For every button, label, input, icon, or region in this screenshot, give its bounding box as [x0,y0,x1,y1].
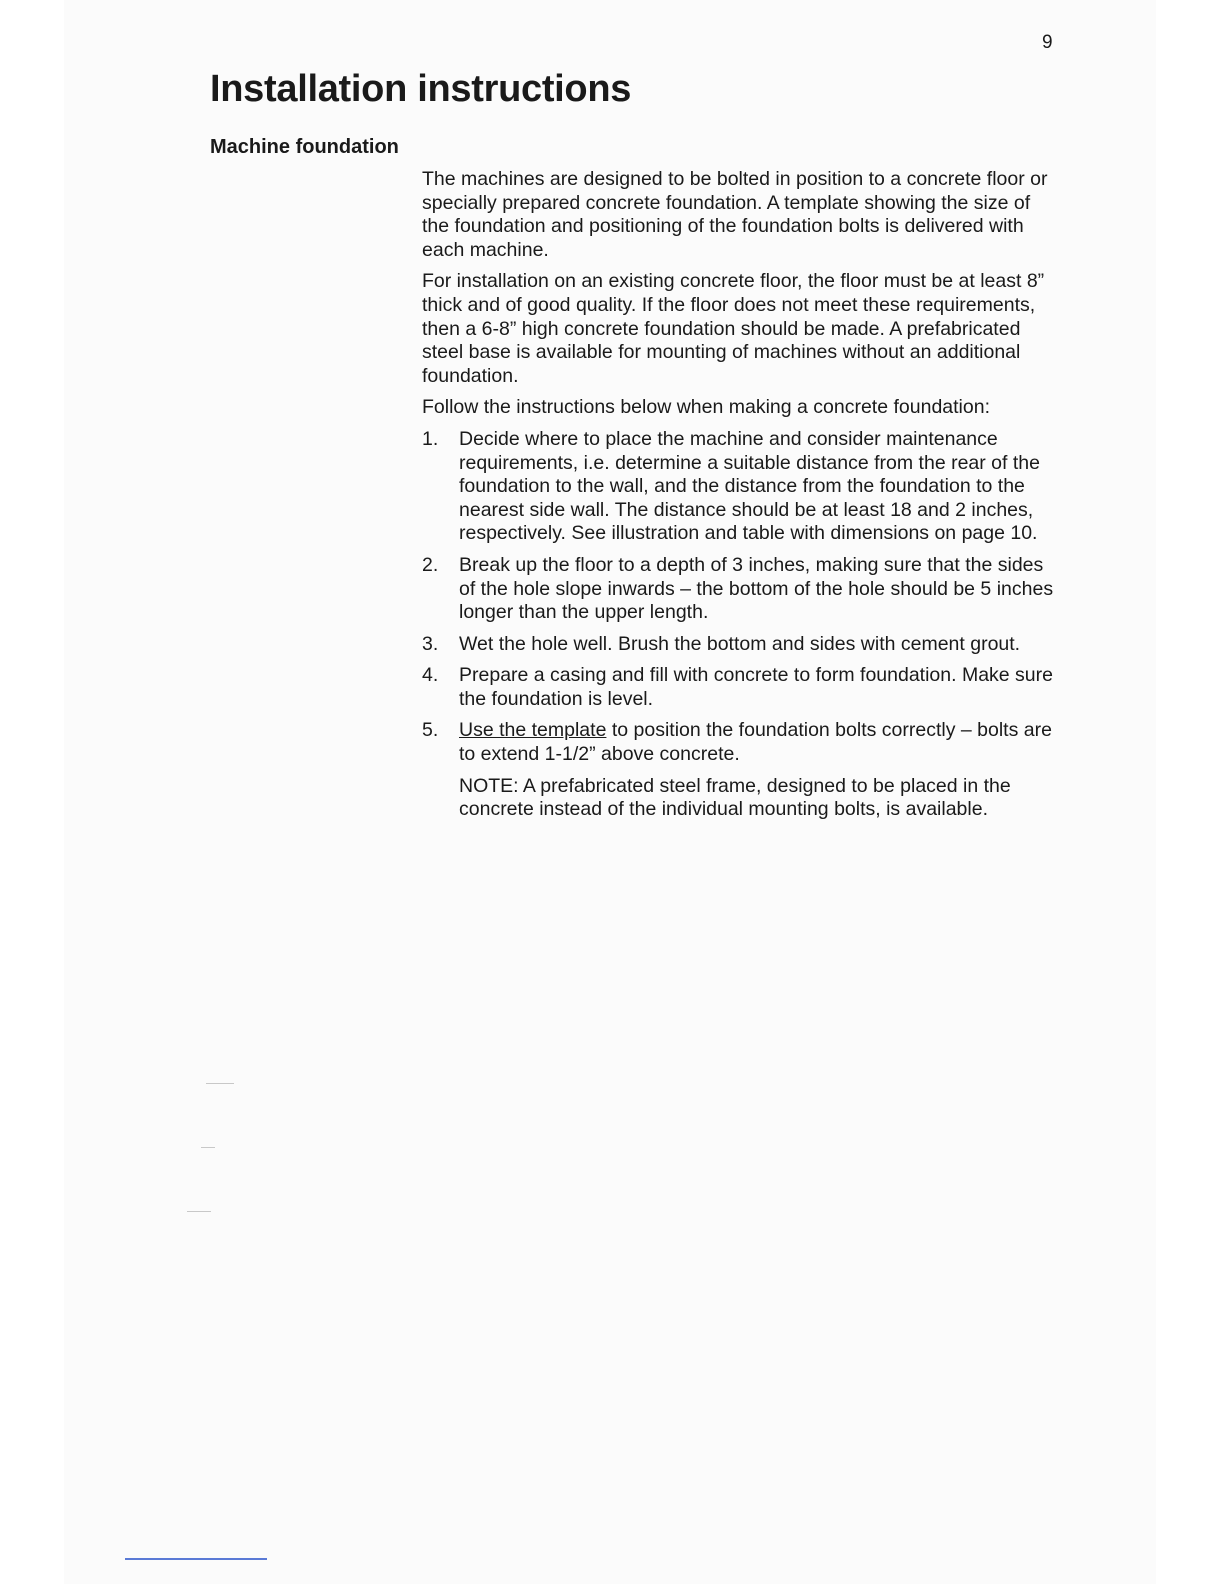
step-text-rest: to position the foundation bolts correctly – bolts are to extend 1-1/2” above concrete. [459,719,1052,766]
step-text: Prepare a casing and fill with concrete to form foundation. Make sure the foundation is level. [459,664,1053,710]
section-heading: Machine foundation [210,136,399,158]
step-text: Wet the hole well. Brush the bottom and sides with cement grout. [459,632,1021,655]
scan-speck [187,1211,211,1212]
instruction-step-5 [422,719,1062,821]
step-number: 4. [422,664,439,687]
scan-speck [206,1083,234,1084]
underlined-phrase: Use the template [459,719,607,742]
step-number: 1. [422,427,439,450]
instruction-step-2 [422,554,1062,625]
instruction-step-4 [422,664,1062,711]
footer-rule [125,1558,267,1560]
step-number: 5. [422,719,439,742]
body-text-column [422,168,1062,830]
scan-speck [201,1147,215,1148]
intro-paragraph-1: The machines are designed to be bolted in position to a concrete floor or specially prepared concrete foundation. A template showing the size of the foundation and positioning of the foundation bolts is delivered with each machine. [422,168,1048,261]
intro-paragraph-3: Follow the instructions below when making a concrete foundation: [422,396,990,419]
instruction-step-3 [422,633,1062,657]
page-number: 9 [1042,32,1053,53]
instruction-step-1 [422,428,1062,546]
step-number: 2. [422,553,439,576]
page-title: Installation instructions [210,68,632,110]
step-text [459,719,1062,766]
step-text: Break up the floor to a depth of 3 inches, making sure that the sides of the hole slope inwards – the bottom of the hole should be 5 inches longer than the upper length. [459,553,1054,624]
step-note: NOTE: A prefabricated steel frame, designed to be placed in the concrete instead of the individual mounting bolts, is available. [459,774,1011,821]
step-number: 3. [422,632,439,655]
instruction-steps-list [422,428,1062,822]
intro-paragraph-2: For installation on an existing concrete floor, the floor must be at least 8” thick and of good quality. If the floor does not meet these requirements, then a 6-8” high concrete foundation should be made. A prefabricated steel base is available for mounting of machines without an additional foundation. [422,270,1045,387]
step-text: Decide where to place the machine and consider maintenance requirements, i.e. determine a suitable distance from the rear of the foundation to the wall, and the distance from the foundation to the nearest side wall. The distance should be at least 18 and 2 inches, respectively. See illustration and table with dimensions on page 10. [459,427,1040,545]
